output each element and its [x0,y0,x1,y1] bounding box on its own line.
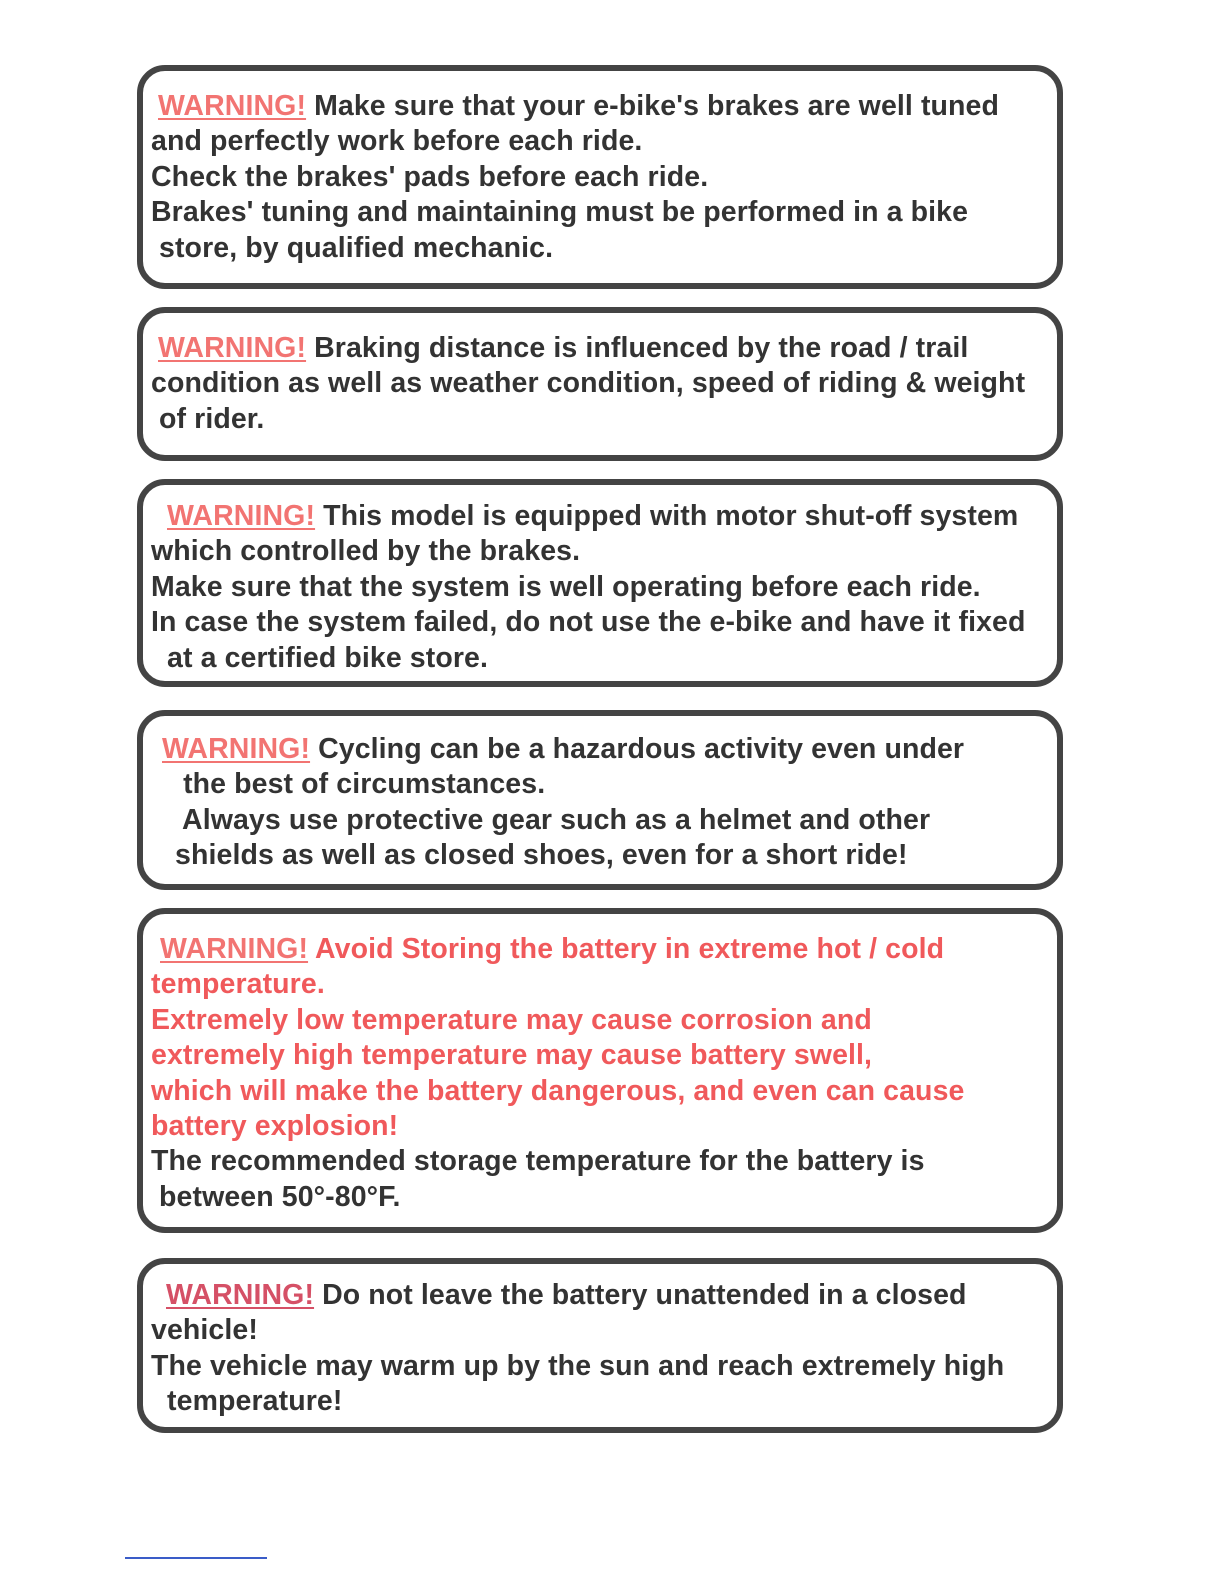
footnote-divider [125,1557,267,1559]
warning-line: temperature. [151,968,325,1001]
warning-line [151,732,1051,767]
warning-line: The recommended storage temperature for the battery is [151,1145,925,1178]
warning-line: shields as well as closed shoes, even for a short ride! [151,839,908,872]
warning-box-battery-storage [137,908,1063,1233]
warning-line: Brakes' tuning and maintaining must be performed in a bike [151,196,969,229]
warning-line: Always use protective gear such as a helmet and other [151,803,931,836]
warning-line: temperature! [151,1385,343,1418]
warning-label: WARNING! [167,500,316,532]
warning-label: WARNING! [160,933,309,965]
warning-line: battery explosion! [151,1110,399,1143]
warning-line: Check the brakes' pads before each ride. [151,160,709,193]
warning-box-closed-vehicle [137,1258,1063,1433]
warning-line: vehicle! [151,1314,258,1347]
warning-label: WARNING! [158,332,307,364]
warning-line: between 50°-80°F. [151,1180,401,1213]
warning-text: Avoid Storing the battery in extreme hot / cold [308,933,945,965]
warning-text: This model is equipped with motor shut-off system [315,500,1019,532]
warning-line: store, by qualified mechanic. [151,231,554,264]
warning-line: In case the system failed, do not use the e-bike and have it fixed [151,606,1026,639]
warning-text: Braking distance is influenced by the road / trail [306,332,969,364]
warning-line: Make sure that the system is well operating before each ride. [151,570,981,603]
warning-line: The vehicle may warm up by the sun and reach extremely high [151,1349,1005,1382]
warning-label: WARNING! [162,733,311,765]
warning-line: which controlled by the brakes. [151,535,581,568]
warning-line: extremely high temperature may cause battery swell, [151,1039,873,1072]
warning-box-braking-distance [137,307,1063,461]
warning-line: the best of circumstances. [151,768,546,801]
warning-text: Cycling can be a hazardous activity even under [310,733,965,765]
warning-line [151,932,1051,967]
warning-line [151,499,1051,534]
warning-line: Extremely low temperature may cause corrosion and [151,1003,872,1036]
warning-line [151,331,1051,366]
warning-label: WARNING! [158,90,307,122]
warning-box-brakes [137,65,1063,289]
warning-line: and perfectly work before each ride. [151,125,643,158]
warning-text: Do not leave the battery unattended in a closed [314,1279,967,1311]
warning-label: WARNING! [166,1279,315,1311]
warning-line [151,1278,1051,1313]
warning-line [151,89,1051,124]
warning-text: Make sure that your e-bike's brakes are well tuned [306,90,1000,122]
warning-line: at a certified bike store. [151,641,489,674]
warning-line: which will make the battery dangerous, and even can cause [151,1074,965,1107]
warning-line: of rider. [151,402,265,435]
warning-line: condition as well as weather condition, speed of riding & weight [151,367,1026,400]
warning-box-motor-shutoff [137,479,1063,687]
warning-box-protective-gear [137,710,1063,890]
